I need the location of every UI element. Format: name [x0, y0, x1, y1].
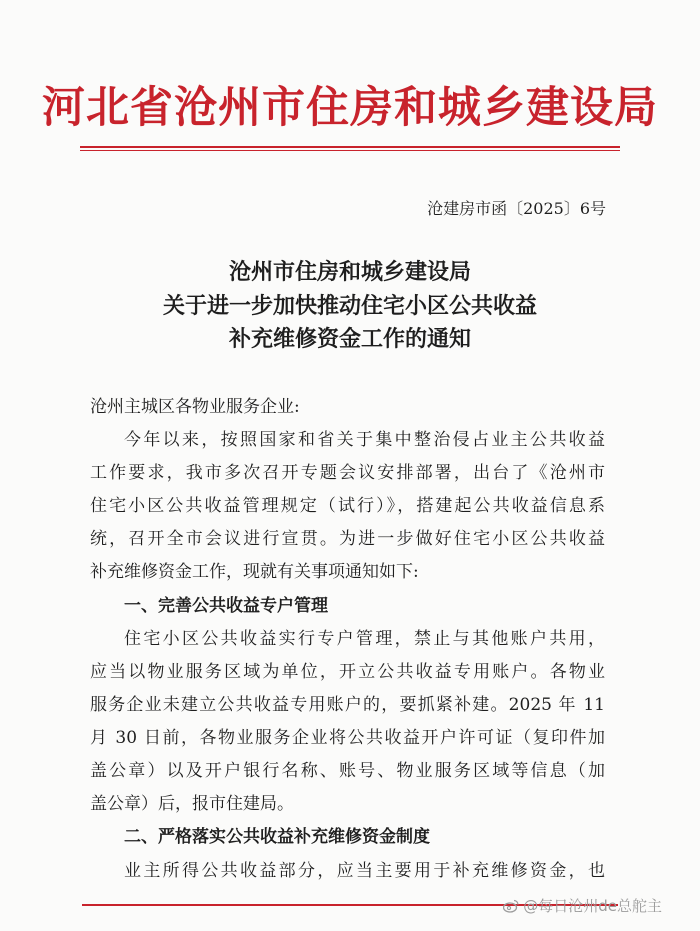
addressee: 沧州主城区各物业服务企业: [90, 397, 300, 417]
paragraph-3-line: 业主所得公共收益部分，应当主要用于补充维修资金，也 [124, 861, 605, 881]
watermark [503, 896, 662, 916]
paragraph-2-line: 盖公章）以及开户银行名称、账号、物业服务区域等信息（加 [90, 761, 605, 781]
paragraph-2-line: 盖公章）后，报市住建局。 [90, 794, 294, 814]
paragraph-2-line: 服务企业未建立公共收益专用账户的，要抓紧补建。2025 年 11 [90, 695, 605, 715]
paragraph-1-line: 今年以来，按照国家和省关于集中整治侵占业主公共收益 [124, 430, 605, 450]
title-line-2: 关于进一步加快推动住宅小区公共收益 [162, 294, 537, 319]
masthead-rule-thin [80, 150, 620, 151]
paragraph-2-line: 应当以物业服务区域为单位，开立公共收益专用账户。各物业 [90, 662, 605, 682]
paragraph-1-line: 工作要求，我市多次召开专题会议安排部署，出台了《沧州市 [90, 463, 605, 483]
section-heading-2: 二、严格落实公共收益补充维修资金制度 [124, 827, 430, 847]
document-number: 沧建房市函〔2025〕6号 [427, 199, 606, 218]
masthead: 河北省沧州市住房和城乡建设局 [42, 83, 658, 133]
masthead-rule [80, 146, 620, 148]
paragraph-1-line: 统，召开全市会议进行宣贯。为进一步做好住宅小区公共收益 [90, 529, 605, 549]
section-heading-1: 一、完善公共收益专户管理 [124, 596, 328, 616]
watermark-text: @每日沧州de总舵主 [523, 897, 662, 915]
paragraph-2-line: 住宅小区公共收益实行专户管理，禁止与其他账户共用， [124, 629, 605, 649]
paragraph-1-line: 补充维修资金工作，现就有关事项通知如下: [90, 562, 419, 582]
title-line-1: 沧州市住房和城乡建设局 [228, 260, 471, 285]
paragraph-1-line: 住宅小区公共收益管理规定（试行）》，搭建起公共收益信息系 [90, 496, 605, 516]
title-line-3: 补充维修资金工作的通知 [228, 327, 471, 352]
paragraph-2-line: 月 30 日前，各物业服务企业将公共收益开户许可证（复印件加 [90, 728, 605, 748]
weibo-icon [503, 899, 519, 913]
